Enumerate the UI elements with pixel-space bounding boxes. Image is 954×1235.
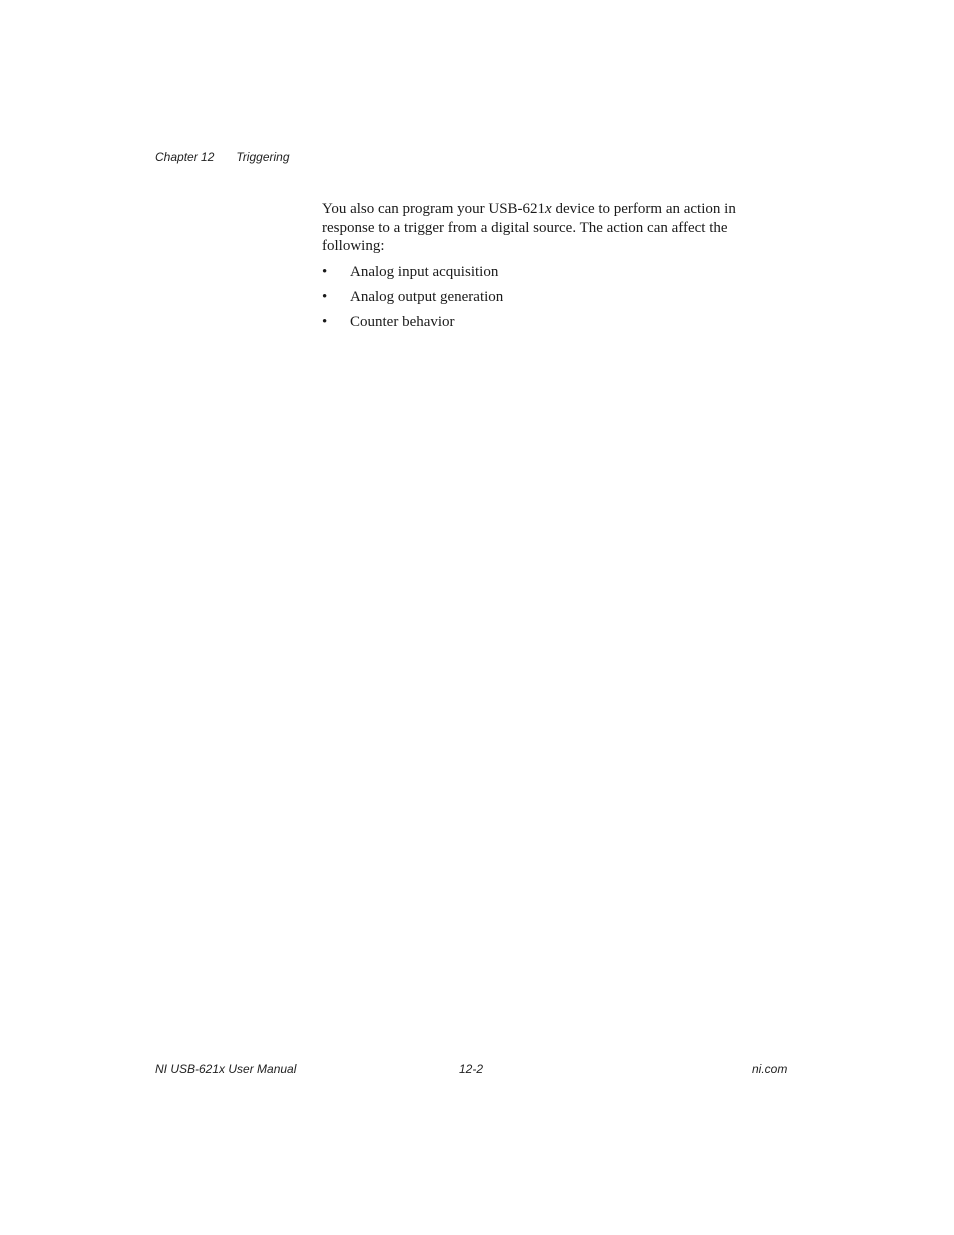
intro-text-end: device to perform an action in response to a trigger from a digital source. The action can affect the following: [322,201,736,254]
bullet-icon: • [322,288,328,305]
footer-website: ni.com [752,1062,788,1076]
running-header [155,150,290,164]
list-item [322,313,762,338]
list-item [322,288,762,313]
bullet-icon: • [322,313,328,330]
list-item-text: Counter behavior [350,313,455,330]
intro-paragraph [322,200,762,256]
intro-text-variable: x [545,201,552,217]
list-item-text: Analog output generation [350,288,504,305]
page-body [322,200,762,338]
intro-text-start: You also can program your USB-621 [322,201,546,217]
footer-manual-title: NI USB-621x User Manual [155,1062,297,1076]
chapter-number: Chapter 12 [155,150,215,164]
page-number: 12-2 [459,1062,484,1076]
chapter-title: Triggering [236,150,290,164]
bullet-icon: • [322,263,328,280]
list-item-text: Analog input acquisition [350,263,499,280]
list-item [322,263,762,288]
action-list [322,263,762,338]
